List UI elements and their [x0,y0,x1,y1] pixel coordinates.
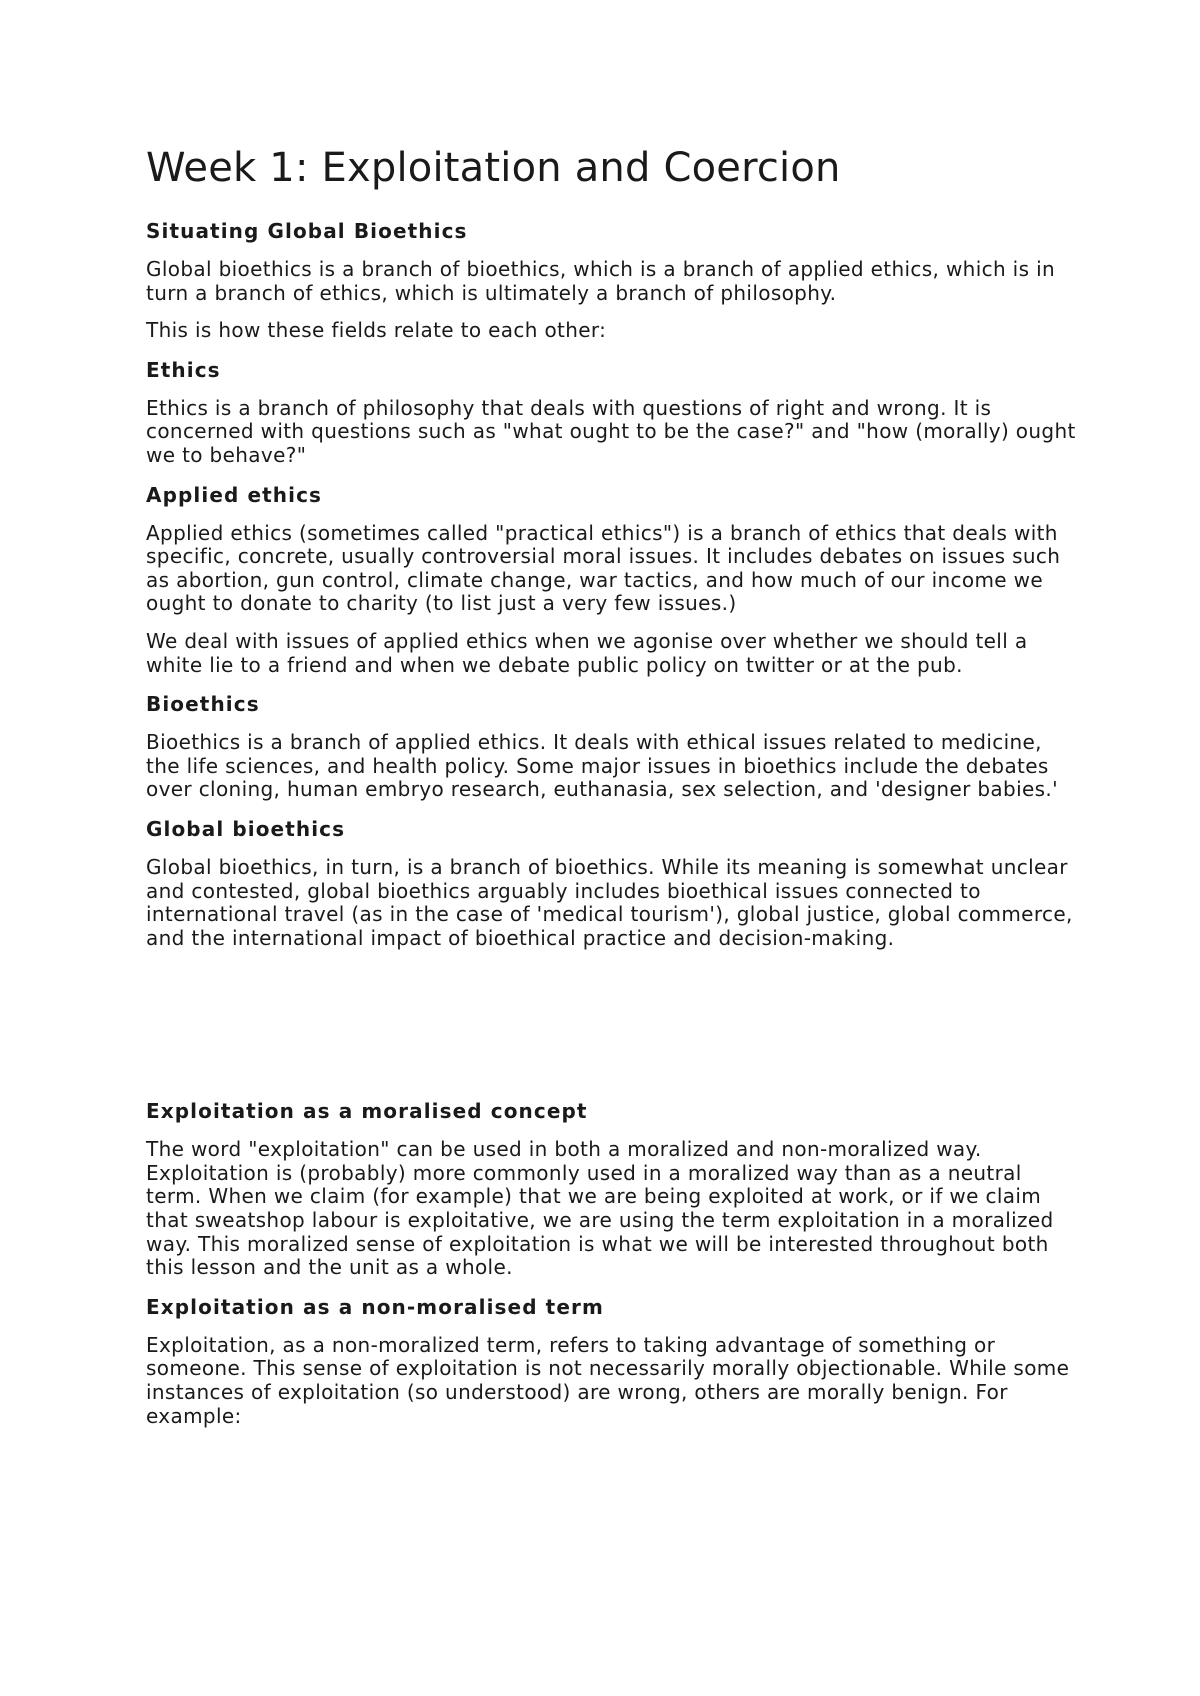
paragraph: This is how these fields relate to each other: [146,318,607,343]
blank-space [146,964,1076,1098]
paragraph: Applied ethics (sometimes called "practical ethics") is a branch of ethics that deals with specific, concrete, usually controversial moral issues. It includes debates on issues such as abortion, gun control, climate change, war tactics, and how much of our income we ought to donate to charity (to list just a very few issues.) [146,520,1061,616]
heading-exploitation-moralised: Exploitation as a moralised concept [146,1099,588,1124]
heading-ethics: Ethics [146,357,221,382]
heading-exploitation-non-moralised: Exploitation as a non-moralised term [146,1294,604,1319]
heading-bioethics: Bioethics [146,692,260,717]
document-title: Week 1: Exploitation and Coercion [146,145,841,191]
paragraph: Exploitation, as a non-moralized term, refers to taking advantage of something or someone. This sense of exploitation is not necessarily morally objectionable. While some instances of exploitation (so understood) are wrong, others are morally benign. For example: [146,1332,1070,1428]
paragraph: The word "exploitation" can be used in both a moralized and non-moralized way. Exploitation is (probably) more commonly used in a moralized way than as a neutral term. When we claim (for example) that we are being exploited at work, or if we claim that sweatshop labour is exploitative, we are using the term exploitation in a moralized way. This moralized sense of exploitation is what we will be interested throughout both this lesson and the unit as a whole. [146,1137,1054,1280]
heading-applied-ethics: Applied ethics [146,482,323,507]
document-page [146,142,1076,1442]
paragraph: We deal with issues of applied ethics when we agonise over whether we should tell a white lie to a friend and when we debate public policy on twitter or at the pub. [146,628,1028,677]
heading-situating-global-bioethics: Situating Global Bioethics [146,219,468,243]
heading-global-bioethics: Global bioethics [146,816,346,841]
paragraph: Ethics is a branch of philosophy that deals with questions of right and wrong. It is concerned with questions such as "what ought to be the case?" and "how (morally) ought we to behave?" [146,395,1076,467]
paragraph: Global bioethics is a branch of bioethics, which is a branch of applied ethics, which is in turn a branch of ethics, which is ultimately a branch of philosophy. [146,257,1055,305]
paragraph: Global bioethics, in turn, is a branch of bioethics. While its meaning is somewhat unclear and contested, global bioethics arguably includes bioethical issues connected to international travel (as in the case of 'medical tourism'), global justice, global commerce, and the international impact of bioethical practice and decision-making. [146,854,1073,950]
paragraph: Bioethics is a branch of applied ethics. It deals with ethical issues related to medicine, the life sciences, and health policy. Some major issues in bioethics include the debates over cloning, human embryo research, euthanasia, sex selection, and 'designer babies.' [146,730,1058,802]
